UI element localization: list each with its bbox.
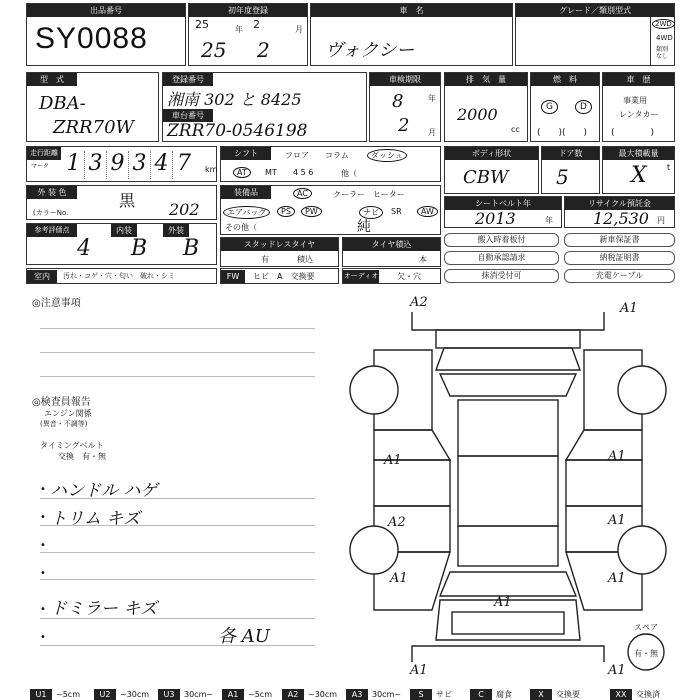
inspector-title: ◎検査員報告 (32, 397, 91, 408)
chassis-label: 車台番号 (163, 109, 213, 122)
doors-box (541, 146, 600, 194)
history-paren: ( ) (611, 128, 655, 138)
fuel-diesel: D (575, 100, 592, 114)
seatbelt-label: シートベルト年 (445, 197, 561, 210)
recycle-value: 12,530 (593, 209, 649, 228)
grade-4wd: 4WD (656, 34, 673, 42)
shift-other: 他（ (341, 169, 357, 178)
rear-window (440, 572, 576, 596)
capacity-box (602, 146, 675, 194)
studless-box (220, 237, 339, 267)
engine-sublabel: (異音・不調等) (40, 420, 88, 428)
equip-sr: SR (391, 207, 402, 216)
remark-bullet: • (40, 632, 46, 643)
studless-stack: 積込 (297, 255, 313, 264)
grade-unknown: 類別 なし (656, 46, 669, 60)
doc-item: 充電ケーブル (564, 269, 675, 283)
equip-other-value: 純 (357, 219, 371, 235)
doc-item: 納税証明書 (564, 251, 675, 265)
timing-value: 交換 有・無 (58, 452, 106, 461)
front-bumper (412, 312, 604, 330)
diagram-mark: A1 (608, 449, 626, 464)
registration-number: 湘南 302 と 8425 (167, 90, 302, 109)
doors-label: ドア数 (542, 147, 599, 160)
right-front-door-top (566, 430, 642, 460)
displacement-label: 排 気 量 (445, 73, 527, 86)
legend-key: U1 (30, 689, 52, 700)
note-line (40, 352, 315, 353)
diagram-mark: A2 (388, 515, 406, 530)
equip-other-label: その他（ (225, 223, 257, 232)
fw-label: FW (221, 270, 245, 283)
engine-label: エンジン関係 (44, 409, 92, 418)
legend-value: 交換要 (556, 690, 580, 699)
equip-ps: PS (277, 206, 295, 217)
remark-item: ハンドル ハゲ (50, 481, 158, 501)
model-label: 型 式 (27, 73, 77, 86)
legend-value: ~30cm (308, 690, 338, 699)
grade-label: グレード／類別型式 (516, 4, 674, 17)
tire-stack-unit: 本 (419, 255, 427, 264)
shift-mt: MT (265, 168, 277, 177)
history-business: 事業用 (623, 96, 647, 105)
mileage-unit: km (205, 165, 218, 174)
lot-number-box (26, 3, 186, 66)
lot-number: SY0088 (35, 22, 148, 55)
body-type-box (444, 146, 539, 194)
inspection-year: 8 (392, 91, 404, 112)
remark-bullet: • (40, 484, 46, 495)
diagram-mark: A1 (494, 595, 512, 610)
car-diagram (340, 290, 680, 686)
displacement-box (444, 72, 528, 142)
first-reg-month: 2 (257, 38, 270, 62)
inspector-summary: 各 AU (218, 626, 270, 647)
legend-value: ~5cm (56, 690, 80, 699)
diagram-mark: A1 (608, 663, 626, 678)
legend-value: サビ (436, 690, 452, 699)
mileage-digit: 9 (107, 151, 129, 179)
history-label: 車 歴 (603, 73, 674, 86)
color-code: 202 (169, 200, 200, 219)
remark-line (40, 579, 315, 580)
mileage-box (26, 146, 217, 182)
equip-ac: AC (293, 188, 312, 199)
legend-value: ~5cm (248, 690, 272, 699)
displacement-value: 2000 (457, 105, 498, 124)
color-box (26, 185, 217, 220)
mileage-label: 走行距離 (27, 147, 61, 160)
recycle-label: リサイクル預託金 (565, 197, 674, 210)
mileage-digit: 7 (177, 151, 191, 176)
interior-score: B (131, 236, 148, 261)
hood (436, 348, 580, 370)
shift-label: シフト (221, 147, 271, 160)
model-line1: DBA- (39, 93, 86, 114)
mileage-digit: 3 (129, 151, 151, 179)
roof-front (458, 400, 558, 456)
diagram-mark: A1 (390, 571, 408, 586)
inspection-year-unit: 年 (428, 94, 436, 103)
spare-value: 有・無 (634, 649, 658, 658)
remark-item: トリム キズ (50, 509, 141, 529)
legend-value: 30cm~ (372, 690, 402, 699)
remark-bullet: • (40, 604, 46, 615)
recycle-box (564, 196, 675, 228)
equip-navi: ナビ (359, 206, 383, 219)
car-name-box (310, 3, 513, 66)
legend-key: S (410, 689, 432, 700)
license-area (452, 612, 564, 634)
score-label: 参考評価点 (27, 224, 77, 237)
shift-floor: フロア (285, 151, 309, 160)
history-rental: レンタカー (619, 110, 659, 119)
first-reg-year: 25 (201, 38, 227, 62)
year-unit: 年 (235, 25, 243, 34)
grade-2wd: 2WD (652, 19, 675, 29)
tire-stack-box (342, 237, 441, 267)
lot-number-label: 出品番号 (27, 4, 185, 17)
shift-at: AT (233, 167, 251, 178)
legend-key: A2 (282, 689, 304, 700)
first-registration-label: 初年度登録 (189, 4, 307, 17)
exterior-label: 外装 (163, 224, 189, 237)
mileage-digit: 3 (85, 151, 107, 179)
registration-box (162, 72, 367, 142)
legend-key: A3 (346, 689, 368, 700)
wheel-front-right (618, 366, 666, 414)
grade-divider (650, 17, 651, 65)
recycle-unit: 円 (657, 216, 665, 225)
interior-condition-text: 汚れ・コゲ・穴・匂い 破れ・シミ (63, 272, 175, 280)
equipment-box (220, 185, 441, 235)
shift-column: コラム (325, 151, 349, 160)
tire-stack-label: タイヤ積込 (343, 238, 440, 251)
legend-key: U3 (158, 689, 180, 700)
color-sublabel: (カラーNo. (33, 209, 69, 217)
audio-row (342, 268, 441, 284)
grade-box (515, 3, 675, 66)
inspection-month-unit: 月 (428, 128, 436, 137)
wheel-front-left (350, 366, 398, 414)
spare-label: スペア (634, 623, 658, 632)
car-name: ヴォクシー (325, 40, 415, 61)
doc-item: 自動承認請求 (444, 251, 559, 265)
rear-bumper (412, 646, 604, 662)
note-line (40, 328, 315, 329)
interior-condition-row (26, 268, 217, 284)
model-line2: ZRR70W (53, 117, 135, 138)
right-front-door (566, 460, 642, 506)
legend-value: 腐食 (496, 690, 512, 699)
remark-bullet: • (40, 540, 46, 551)
legend-key: C (470, 689, 492, 700)
shift-dash: ダッシュ (367, 149, 407, 162)
overall-score: 4 (77, 236, 91, 261)
fuel-box (530, 72, 600, 142)
capacity-value: X (631, 163, 647, 188)
color-value: 黒 (119, 191, 136, 210)
body-type-value: CBW (463, 167, 509, 188)
equip-aw: AW (417, 206, 438, 217)
exterior-score: B (183, 236, 200, 261)
remark-item: ドミラー キズ (50, 599, 158, 619)
diagram-mark: A1 (608, 571, 626, 586)
wheel-rear-left (350, 526, 398, 574)
equipment-label: 装備品 (221, 186, 271, 199)
era-printed: 25 (195, 18, 209, 31)
first-registration-box (188, 3, 308, 66)
fuel-gasoline: G (541, 100, 558, 114)
mileage-sublabel: マーク (31, 163, 50, 170)
car-name-label: 車 名 (311, 4, 512, 17)
interior-label: 内装 (111, 224, 137, 237)
body-type-label: ボディ形状 (445, 147, 538, 160)
capacity-label: 最大積載量 (603, 147, 674, 160)
notes-title: ◎注意事項 (32, 298, 81, 309)
audio-text: 欠・穴 (397, 272, 421, 281)
shift-box (220, 146, 441, 182)
seatbelt-unit: 年 (545, 216, 553, 225)
month-printed: 2 (253, 18, 260, 31)
doc-item: 搬入時着板付 (444, 233, 559, 247)
registration-label: 登録番号 (163, 73, 213, 86)
history-box (602, 72, 675, 142)
legend-value: ~30cm (120, 690, 150, 699)
seatbelt-box (444, 196, 562, 228)
fuel-label: 燃 料 (531, 73, 599, 86)
fw-text: ヒビ A 交換要 (253, 272, 315, 281)
inspection-month: 2 (398, 115, 410, 136)
fuel-paren-row: ( )( ) (537, 128, 588, 138)
wheel-rear-right (618, 526, 666, 574)
displacement-unit: cc (511, 125, 520, 134)
scores-box (26, 223, 217, 265)
mileage-digits (63, 151, 203, 179)
remark-bullet: • (40, 512, 46, 523)
doc-item: 抹消受付可 (444, 269, 559, 283)
legend-key: X (530, 689, 552, 700)
capacity-unit: t (667, 163, 671, 172)
color-label: 外 装 色 (27, 186, 77, 199)
equip-heater: ヒーター (373, 190, 405, 199)
studless-yes: 有 (261, 255, 269, 264)
legend-key: U2 (94, 689, 116, 700)
diagram-mark: A1 (384, 453, 402, 468)
doc-item: 新車保証書 (564, 233, 675, 247)
note-line (40, 376, 315, 377)
mileage-digit: 4 (151, 151, 173, 179)
chassis-number: ZRR70-0546198 (167, 121, 308, 141)
interior-condition-label: 室内 (27, 270, 57, 283)
inspection-label: 車検期限 (370, 73, 440, 86)
equip-pw: PW (301, 206, 322, 217)
model-box (26, 72, 159, 142)
studless-label: スタッドレスタイヤ (221, 238, 338, 251)
remark-line (40, 645, 315, 646)
roof-rear (458, 456, 558, 526)
legend-value: 30cm~ (184, 690, 214, 699)
fw-row (220, 268, 339, 284)
diagram-mark: A1 (410, 663, 428, 678)
legend-key: A1 (222, 689, 244, 700)
roof-back (458, 526, 558, 566)
month-unit: 月 (295, 25, 303, 34)
diagram-mark: A1 (608, 513, 626, 528)
remark-line (40, 552, 315, 553)
remark-bullet: • (40, 568, 46, 579)
hood-front (436, 330, 580, 348)
seatbelt-value: 2013 (475, 209, 516, 228)
diagram-mark: A2 (410, 295, 428, 310)
inspection-box (369, 72, 441, 142)
legend-key: XX (610, 689, 632, 700)
legend-value: 交換済 (636, 690, 660, 699)
diagram-mark: A1 (620, 301, 638, 316)
equip-airbag: エアバッグ (223, 206, 270, 219)
audio-label: オーディオ (343, 270, 379, 283)
shift-gears: 4 5 6 (293, 168, 314, 177)
windshield (440, 374, 576, 396)
mileage-digit: 1 (63, 151, 85, 179)
timing-label: タイミングベルト (40, 441, 104, 450)
equip-cooler: クーラー (333, 190, 365, 199)
doors-value: 5 (556, 165, 569, 189)
